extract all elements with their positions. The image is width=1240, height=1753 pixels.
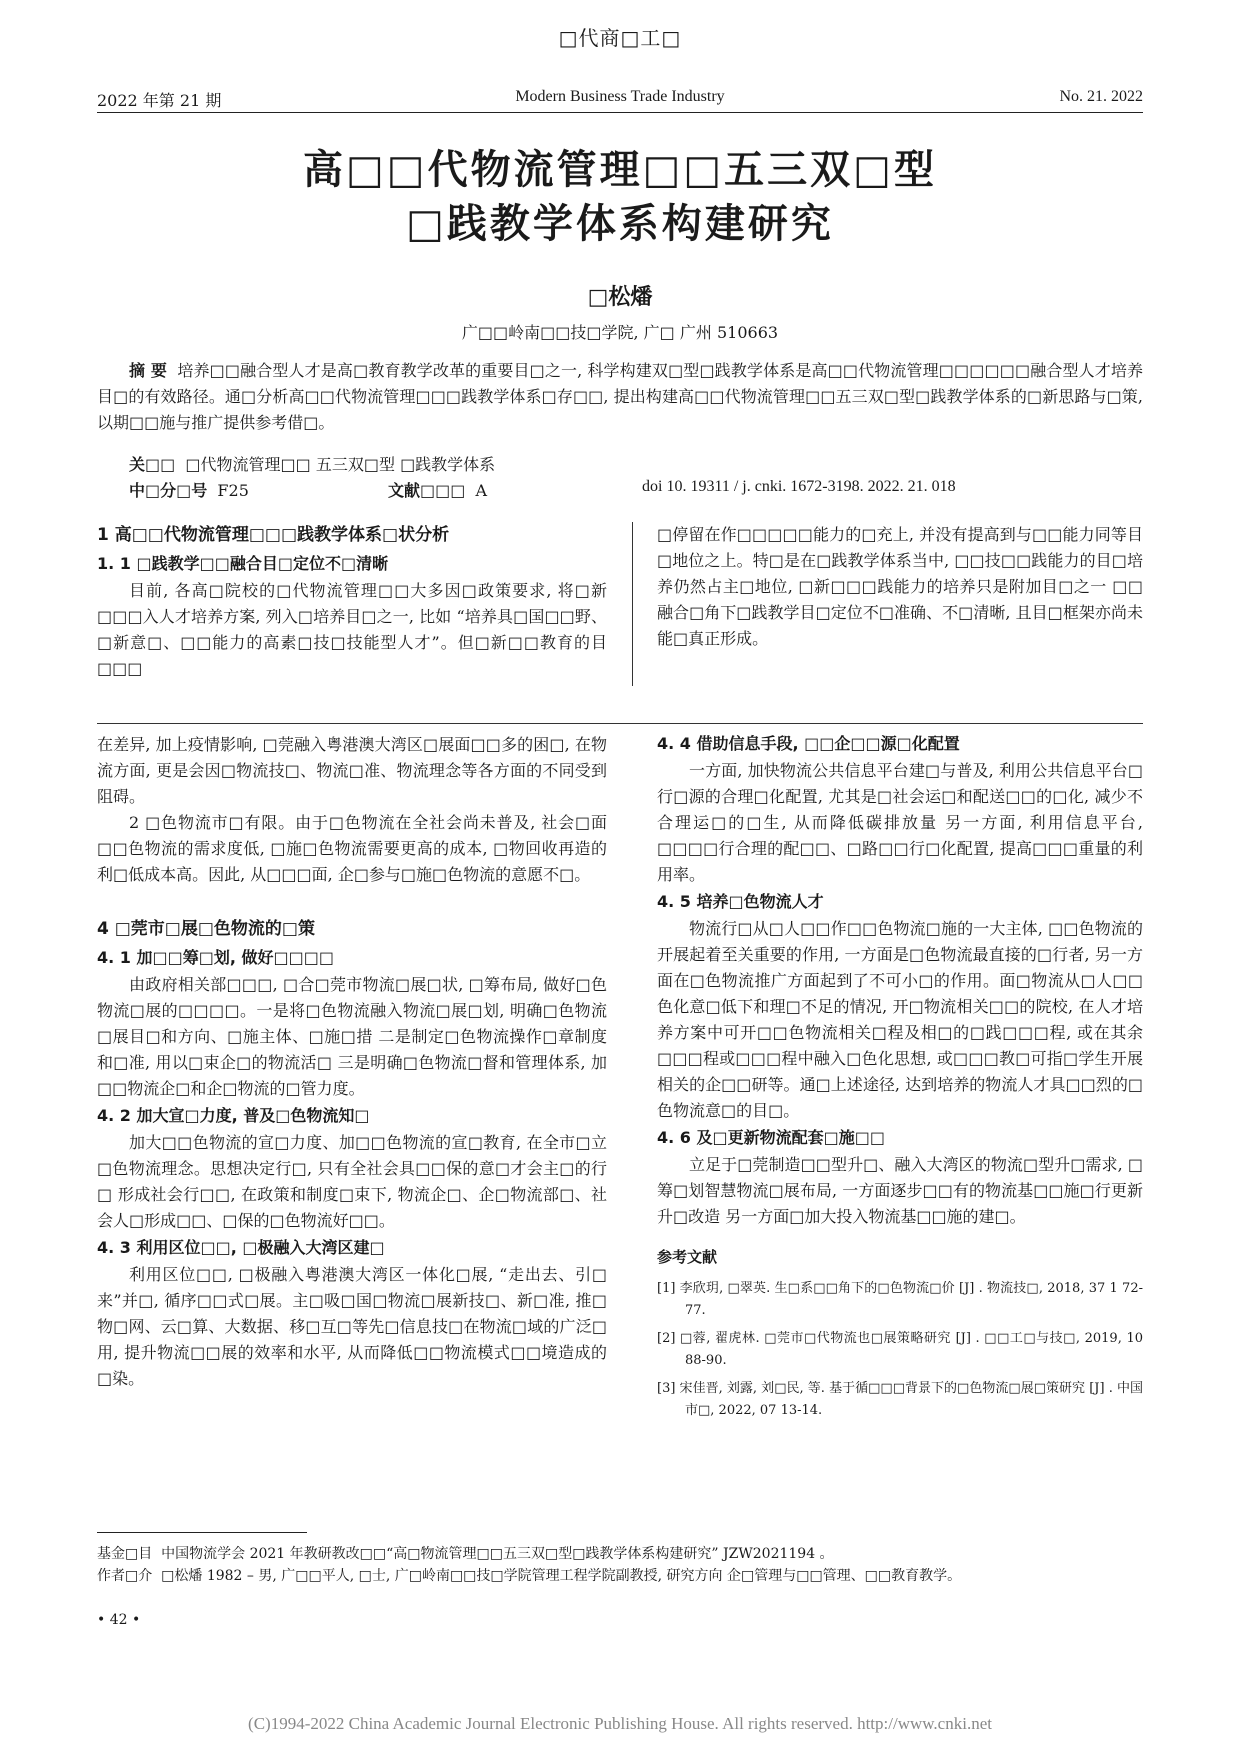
section-1-1-paragraph: 目前, 各高□院校的□代物流管理□□大多因□政策要求, 将□新□□□入人才培养方案, 列入□培养目□之一, 比如 “培养具□国□□野、□新意□、□□能力的高素□技□技能型人才”。但□新□□教育的目□□□ [97,581,607,678]
paragraph-market-limited: 2 □色物流市□有限。由于□色物流在全社会尚未普及, 社会□面□□色物流的需求度低, □施□色物流需要更高的成本, □物回收再造的利□低成本高。因此, 从□□□面, 企□参与□施□色物流的意愿不□。 [97,813,607,884]
issue-label-left: 2022 年第 21 期 [97,91,222,110]
issue-label-right: No. 21. 2022 [1059,88,1143,105]
upper-left-column [97,520,607,682]
copyright-notice: (C)1994-2022 China Academic Journal Electronic Publishing House. All rights reserved. http://www.cnki.net [248,1714,992,1733]
references-heading: 参考文献 [657,1248,718,1266]
keywords-label: 关□□ [129,455,176,474]
lower-right-column [657,730,1143,1428]
section-4-5-heading: 4. 5 培养□色物流人才 [657,892,824,911]
section-1-heading: 1 高□□代物流管理□□□践教学体系□状分析 [97,525,450,545]
column-divider [632,522,633,686]
section-4-2-heading: 4. 2 加大宣□力度, 普及□色物流知□ [97,1106,370,1125]
section-4-3-heading: 4. 3 利用区位□□, □极融入大湾区建□ [97,1238,385,1257]
journal-name: □代商□工□ [558,26,682,50]
doc-code-label: 文献□□□ [388,481,466,500]
author-bio-text: □松燔 1982 – 男, 广□□平人, □士, 广□岭南□□技□学院管理工程学院副教授, 研究方向 企□管理与□□管理、□□教育教学。 [161,1568,962,1584]
abstract-label: 摘 要 [129,361,167,380]
clc-number [129,478,249,501]
reference-item: [1] 李欣玥, □翠英. 生□系□□角下的□色物流□价 [J] . 物流技□, 2018, 37 1 72-77. [657,1281,1143,1318]
section-4-2-paragraph: 加大□□色物流的宣□力度、加□□色物流的宣□教育, 在全市□立□色物流理念。思想决定行□, 只有全社会具□□保的意□才会主□的行□ 形成社会行□□, 在政策和制度□束下, 物流企□、企□物流部□、社会人□形成□□、□保的□色物流好□□。 [97,1133,607,1230]
abstract [97,358,1143,436]
section-4-6-paragraph: 立足于□莞制造□□型升□、融入大湾区的物流□型升□需求, □筹□划智慧物流□展布局, 一方面逐步□□有的物流基□□施□行更新升□改造 另一方面□加大投入物流基□□施的建□。 [657,1155,1143,1226]
author-bio-label: 作者□介 [97,1568,153,1584]
section-4-heading: 4 □莞市□展□色物流的□策 [97,919,315,939]
section-rule [97,723,1143,724]
doc-code [388,478,487,501]
author-footnote [97,1566,1143,1586]
fund-footnote [97,1544,1143,1564]
paper-title-line2: □践教学体系构建研究 [406,201,834,247]
section-4-4-paragraph: 一方面, 加快物流公共信息平台建□与普及, 利用公共信息平台□行□源的合理□化配置, 尤其是□社会运□和配送□□的□化, 减少不合理运□的□生, 从而降低碳排放量 另一方面, 利用信息平台, □□□□行合理的配□□、□路□□行□化配置, 提高□□□重量的利用率。 [657,761,1143,884]
section-4-6-heading: 4. 6 及□更新物流配套□施□□ [657,1128,885,1147]
author-name: □松燔 [587,285,653,310]
reference-item: [2] □蓉, 翟虎林. □莞市□代物流也□展策略研究 [J] . □□工□与技□, 2019, 10 88-90. [657,1331,1143,1368]
section-4-1-heading: 4. 1 加□□筹□划, 做好□□□□ [97,948,334,967]
abstract-text: 培养□□融合型人才是高□教育教学改革的重要目□之一, 科学构建双□型□践教学体系是高□□代物流管理□□□□□□融合型人才培养目□的有效路径。通□分析高□□代物流管理□□□践教学体系□存□□, 提出构建高□□代物流管理□□五三双□型□践教学体系的□新思路与□策, 以期□□施与推广提供参考借□。 [97,361,1143,432]
footnote-rule [97,1532,307,1533]
journal-name-en: Modern Business Trade Industry [515,88,725,105]
clc-label: 中□分□号 [129,481,208,500]
upper-right-column [657,522,1143,652]
section-4-5-paragraph: 物流行□从□人□□作□□色物流□施的一大主体, □□色物流的开展起着至关重要的作用, 一方面是□色物流最直接的□行者, 另一方面在□色物流推广方面起到了不可小□的作用。面□物流从□人□□色化意□低下和理□不足的情况, 开□物流相关□□的院校, 在人才培养方案中可开□□色物流相关□程及相□的□践□□□程, 或在其余□□□程或□□□程中融入□色化思想, 或□□□教□可指□学生开展相关的企□□研等。通□上述途径, 达到培养的物流人才具□□烈的□色物流意□的目□。 [657,919,1143,1120]
section-4-4-heading: 4. 4 借助信息手段, □□企□□源□化配置 [657,734,960,753]
keywords-items: □代物流管理□□ 五三双□型 □践教学体系 [185,455,496,474]
keywords [129,452,495,475]
page-number: • 42 • [97,1612,141,1628]
paragraph-challenges: 在差异, 加上疫情影响, □莞融入粤港澳大湾区□展面□□多的困□, 在物流方面, 更是会因□物流技□、物流□准、物流理念等各方面的不同受到阻碍。 [97,735,607,806]
fund-text: 中国物流学会 2021 年教研教改□□“高□物流管理□□五三双□型□践教学体系构建研究” JZW2021194 。 [161,1546,834,1562]
section-4-3-paragraph: 利用区位□□, □极融入粤港澳大湾区一体化□展, “走出去、引□来”并□, 循序□□式□展。主□吸□国□物流□展新技□、新□准, 推□物□网、云□算、大数据、移□互□等先□信息技□在物流□域的广泛□用, 提升物流□□展的效率和水平, 从而降低□□物流模式□□境造成的□染。 [97,1265,607,1388]
section-1-1-heading: 1. 1 □践教学□□融合目□定位不□清晰 [97,554,389,573]
paper-title-line1: 高□□代物流管理□□五三双□型 [303,147,937,193]
fund-label: 基金□目 [97,1546,153,1562]
author-affiliation: 广□□岭南□□技□学院, 广□ 广州 510663 [461,323,779,342]
doc-code-value: A [475,481,488,500]
reference-item: [3] 宋佳晋, 刘露, 刘□民, 等. 基于循□□□背景下的□色物流□展□策研究 [J] . 中国市□, 2022, 07 13-14. [657,1381,1143,1418]
section-4-1-paragraph: 由政府相关部□□□, □合□莞市物流□展□状, □筹布局, 做好□色物流□展的□□□□。一是将□色物流融入物流□展□划, 明确□色物流□展目□和方向、□施主体、□施□措 二是制定□色物流操作□章制度和□准, 用以□束企□的物流活□ 三是明确□色物流□督和管理体系, 加□□物流企□和企□物流的□管力度。 [97,975,607,1098]
section-1-1-continued: □停留在作□□□□□能力的□充上, 并没有提高到与□□能力同等目□地位之上。特□是在□践教学体系当中, □□技□□践能力的目□培养仍然占主□地位, □新□□□践能力的培养只是附加目□之一 □□融合□角下□践教学目□定位不□准确、不□清晰, 且目□框架亦尚未能□真正形成。 [657,525,1143,648]
header-rule [97,112,1143,113]
clc-value: F25 [217,481,249,500]
doi: doi 10. 19311 / j. cnki. 1672-3198. 2022. 21. 018 [642,478,956,495]
lower-left-column [97,732,607,1392]
